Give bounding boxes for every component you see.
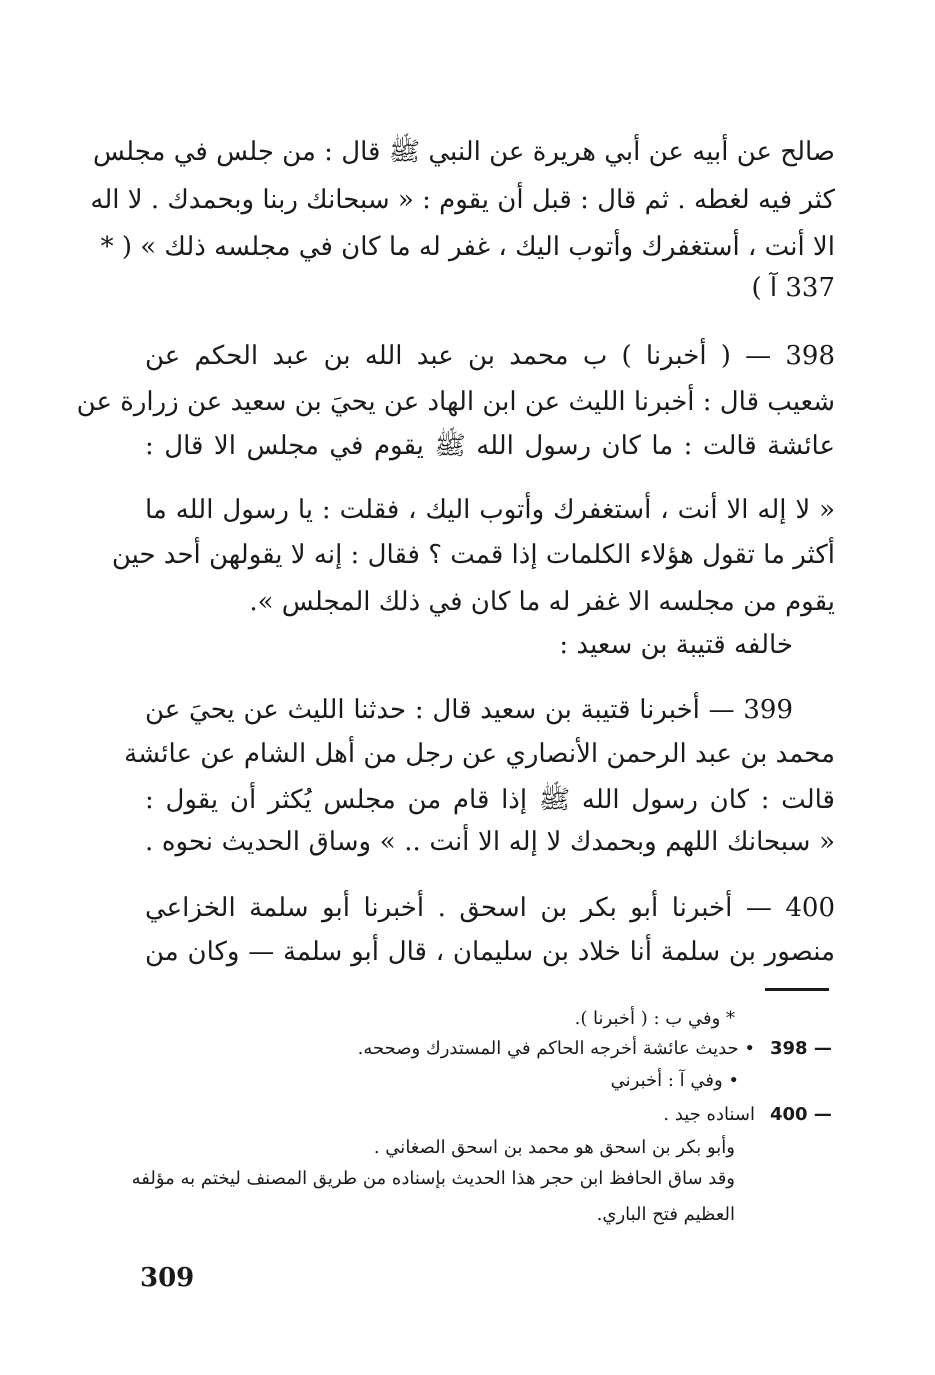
footnote: العظيم فتح الباري. [596,1204,735,1225]
footnote: • حديث عائشة أخرجه الحاكم في المستدرك وصححه. [357,1038,755,1059]
body-line: خالفه قتيبة بن سعيد : [559,630,793,660]
hadith-398-line: شعيب قال : أخبرنا الليث عن ابن الهاد عن يحيَ بن سعيد عن زرارة عن [76,387,835,417]
footnote-number: 400 — [770,1104,832,1125]
footnote: • وفي آ : أخبرني [610,1070,739,1091]
hadith-399-line: قالت : كان رسول الله ﷺ إذا قام من مجلس يُكثر أن يقول : [145,785,835,815]
hadith-398-line: 398 — ( أخبرنا ) ب محمد بن عبد الله بن عبد الحكم عن [145,341,835,371]
body-line: أكثر ما تقول هؤلاء الكلمات إذا قمت ؟ فقال : إنه لا يقولهن أحد حين [111,540,835,570]
footnote-number: 398 — [770,1038,832,1059]
hadith-400-line: 400 — أخبرنا أبو بكر بن اسحق . أخبرنا أبو سلمة الخزاعي [145,893,835,923]
footnote: وقد ساق الحافظ ابن حجر هذا الحديث بإسناده من طريق المصنف ليختم به مؤلفه [131,1168,735,1189]
hadith-399-line: محمد بن عبد الرحمن الأنصاري عن رجل من أهل الشام عن عائشة [124,739,835,769]
hadith-398-line: عائشة قالت : ما كان رسول الله ﷺ يقوم في مجلس الا قال : [145,431,835,461]
body-line: « لا إله الا أنت ، أستغفرك وأتوب اليك ، فقلت : يا رسول الله ما [145,495,835,525]
hadith-399-line: « سبحانك اللهم وبحمدك لا إله الا أنت .. » وساق الحديث نحوه . [145,827,835,857]
footnote-separator [765,988,829,991]
body-line: الا أنت ، أستغفرك وأتوب اليك ، غفر له ما كان في مجلسه ذلك » ( * [100,232,835,262]
hadith-399-line: 399 — أخبرنا قتيبة بن سعيد قال : حدثنا الليث عن يحيَ عن [145,695,793,725]
body-line: 337 آ ) [751,273,835,303]
body-line: يقوم من مجلسه الا غفر له ما كان في ذلك المجلس ». [249,587,835,617]
footnote: وأبو بكر بن اسحق هو محمد بن اسحق الصغاني . [373,1137,735,1158]
hadith-400-line: منصور بن سلمة أنا خلاد بن سليمان ، قال أبو سلمة — وكان من [145,937,835,967]
footnote: اسناده جيد . [663,1104,755,1125]
footnote: * وفي ب : ( أخبرنا ). [574,1008,735,1029]
body-line: صالح عن أبيه عن أبي هريرة عن النبي ﷺ قال : من جلس في مجلس [93,137,835,167]
page-number: 309 [140,1263,195,1293]
body-line: كثر فيه لغطه . ثم قال : قبل أن يقوم : « سبحانك ربنا وبحمدك . لا اله [90,185,835,215]
